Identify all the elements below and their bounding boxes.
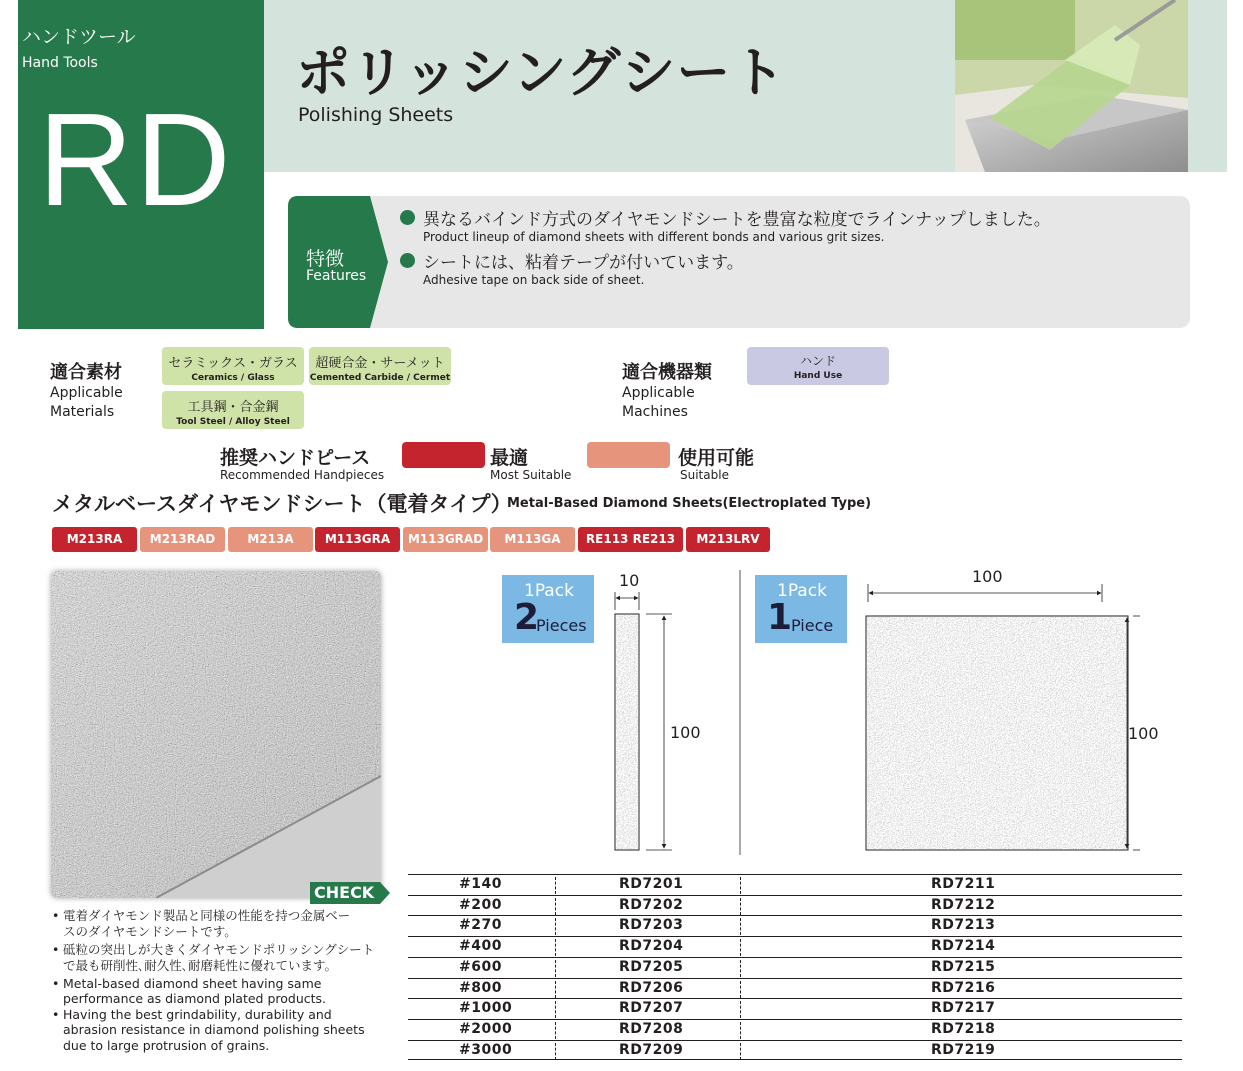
series-title-en: Metal-Based Diamond Sheets(Electroplated Type) xyxy=(507,496,872,511)
handpiece-chip: M113GRA xyxy=(315,527,400,552)
material-chip-jp: 工具鋼・合金鋼 xyxy=(187,400,279,415)
column-divider xyxy=(740,1043,741,1060)
category-label-en: Hand Tools xyxy=(22,55,98,71)
part-number-cell: RD7212 xyxy=(931,896,996,913)
part-number-cell: RD7217 xyxy=(931,1000,996,1017)
pack-count: 1 xyxy=(767,597,793,638)
grit-cell: #1000 xyxy=(459,1000,513,1017)
material-chip-jp: セラミックス・ガラス xyxy=(168,356,298,371)
handpiece-chip: M113GA xyxy=(490,527,575,552)
material-chip xyxy=(162,347,304,385)
feature-text-en: Adhesive tape on back side of sheet. xyxy=(423,273,645,287)
material-chip-en: Tool Steel / Alloy Steel xyxy=(176,417,290,427)
materials-label-en: Materials xyxy=(50,404,115,420)
strip-height-label: 100 xyxy=(670,723,701,742)
part-number-cell: RD7204 xyxy=(619,938,684,955)
suitable-swatch xyxy=(587,442,670,468)
note-line: Having the best grindability, durability and xyxy=(63,1007,332,1022)
table-row xyxy=(408,895,1182,917)
note-line: Metal-based diamond sheet having same xyxy=(63,976,322,991)
note-line: スのダイヤモンドシートです。 xyxy=(63,924,237,939)
grit-cell: #2000 xyxy=(459,1020,513,1037)
column-divider xyxy=(555,981,556,998)
sheet-width-label: 100 xyxy=(972,567,1003,586)
note-bullet: • xyxy=(52,942,60,957)
part-number-cell: RD7205 xyxy=(619,958,684,975)
part-number-cell: RD7214 xyxy=(931,938,996,955)
note-line: due to large protrusion of grains. xyxy=(63,1038,270,1053)
note-bullet: • xyxy=(52,976,60,991)
pack-label: 1Pack xyxy=(524,581,574,601)
part-number-cell: RD7219 xyxy=(931,1041,996,1058)
grit-cell: #140 xyxy=(459,876,502,892)
machines-label-jp: 適合機器類 xyxy=(622,362,712,383)
legend-label-en: Suitable xyxy=(680,468,729,482)
pack-unit: Pieces xyxy=(536,616,587,635)
page-title: ポリッシングシート xyxy=(296,41,787,104)
feature-text-jp: シートには、粘着テープが付いています。 xyxy=(423,253,744,273)
bullet-icon xyxy=(400,210,415,225)
materials-label-jp: 適合素材 xyxy=(50,362,122,383)
table-row xyxy=(408,978,1182,1000)
table-row xyxy=(408,957,1182,979)
grit-cell: #3000 xyxy=(459,1041,513,1058)
part-number-cell: RD7201 xyxy=(619,876,684,892)
note-bullet: • xyxy=(52,908,60,923)
pack-count: 2 xyxy=(514,597,540,638)
table-row xyxy=(408,998,1182,1020)
note-line: 砥粒の突出しが大きくダイヤモンドポリッシングシート xyxy=(63,942,375,957)
pack-unit: Piece xyxy=(791,616,834,635)
grit-cell: #270 xyxy=(459,917,502,934)
most-suitable-swatch xyxy=(402,442,485,468)
materials-label-en: Applicable xyxy=(50,385,123,401)
part-number-cell: RD7215 xyxy=(931,958,996,975)
grit-cell: #600 xyxy=(459,958,502,975)
grit-cell: #400 xyxy=(459,938,502,955)
legend-label-jp: 使用可能 xyxy=(678,447,755,469)
material-chip-jp: 超硬合金・サーメット xyxy=(315,356,445,371)
handpiece-chip: M213RA xyxy=(52,527,137,552)
column-divider xyxy=(740,877,741,894)
part-number-cell: RD7208 xyxy=(619,1020,684,1037)
handpiece-chip: M213RAD xyxy=(140,527,225,552)
grit-cell: #200 xyxy=(459,896,502,913)
note-bullet: • xyxy=(52,1007,60,1022)
note-line: abrasion resistance in diamond polishing sheets xyxy=(63,1022,365,1037)
machines-label-en: Machines xyxy=(622,404,688,420)
handpiece-label-en: Recommended Handpieces xyxy=(220,468,385,482)
grit-cell: #800 xyxy=(459,979,502,996)
sheet-photo xyxy=(51,571,381,898)
column-divider xyxy=(555,1022,556,1039)
sheet-height-label: 100 xyxy=(1128,724,1159,743)
handpiece-label-jp: 推奨ハンドピース xyxy=(220,447,371,469)
pack-label: 1Pack xyxy=(777,581,827,601)
series-code: RD xyxy=(38,86,233,233)
legend-label-jp: 最適 xyxy=(490,447,529,469)
machine-chip xyxy=(747,347,889,385)
note-line: 電着ダイヤモンド製品と同様の性能を持つ金属ベー xyxy=(63,908,351,923)
features-label-jp: 特徴 xyxy=(306,248,345,270)
column-divider xyxy=(555,960,556,977)
part-number-cell: RD7206 xyxy=(619,979,684,996)
series-title: メタルベースダイヤモンドシート（電着タイプ） xyxy=(52,492,512,516)
column-divider xyxy=(555,1001,556,1018)
handpiece-chip: M213LRV xyxy=(686,527,770,552)
table-row xyxy=(408,1019,1182,1041)
column-divider xyxy=(555,898,556,915)
material-chip xyxy=(309,347,451,385)
dimension-diagram xyxy=(400,560,1180,860)
note-line: で最も研削性､耐久性､耐磨耗性に優れています。 xyxy=(63,958,338,973)
column-divider xyxy=(555,877,556,894)
product-photo xyxy=(955,0,1188,172)
feature-text-en: Product lineup of diamond sheets with different bonds and various grit sizes. xyxy=(423,230,885,244)
note-line: performance as diamond plated products. xyxy=(63,991,327,1006)
machines-label-en: Applicable xyxy=(622,385,695,401)
handpiece-chip: RE113 RE213 xyxy=(578,527,683,552)
handpiece-chip: M113GRAD xyxy=(403,527,488,552)
column-divider xyxy=(555,918,556,935)
column-divider xyxy=(740,981,741,998)
column-divider xyxy=(555,939,556,956)
material-chip-en: Cemented Carbide / Cermet xyxy=(309,373,451,383)
table-row xyxy=(408,936,1182,958)
material-chip xyxy=(162,391,304,429)
column-divider xyxy=(740,939,741,956)
part-number-cell: RD7202 xyxy=(619,896,684,913)
page-subtitle: Polishing Sheets xyxy=(298,104,454,126)
strip-width-label: 10 xyxy=(619,571,640,590)
part-number-cell: RD7207 xyxy=(619,1000,684,1017)
category-label-jp: ハンドツール xyxy=(22,26,136,48)
material-chip-en: Ceramics / Glass xyxy=(191,373,275,383)
feature-text-jp: 異なるバインド方式のダイヤモンドシートを豊富な粒度でラインナップしました。 xyxy=(423,210,1051,230)
part-number-cell: RD7216 xyxy=(931,979,996,996)
features-label-en: Features xyxy=(306,268,367,284)
legend-label-en: Most Suitable xyxy=(490,468,572,482)
table-row xyxy=(408,874,1182,896)
column-divider xyxy=(555,1043,556,1060)
part-number-cell: RD7218 xyxy=(931,1020,996,1037)
part-number-cell: RD7203 xyxy=(619,917,684,934)
column-divider xyxy=(740,1022,741,1039)
machine-chip-jp: ハンド xyxy=(799,354,836,368)
check-label: CHECK xyxy=(314,883,375,902)
handpiece-chip: M213A xyxy=(228,527,313,552)
column-divider xyxy=(740,918,741,935)
table-bottom-rule xyxy=(408,1059,1182,1060)
column-divider xyxy=(740,1001,741,1018)
table-row xyxy=(408,915,1182,937)
bullet-icon xyxy=(400,253,415,268)
column-divider xyxy=(740,960,741,977)
part-number-cell: RD7211 xyxy=(931,876,996,892)
part-number-cell: RD7209 xyxy=(619,1041,684,1058)
machine-chip-en: Hand Use xyxy=(793,371,843,381)
part-number-cell: RD7213 xyxy=(931,917,996,934)
column-divider xyxy=(740,898,741,915)
